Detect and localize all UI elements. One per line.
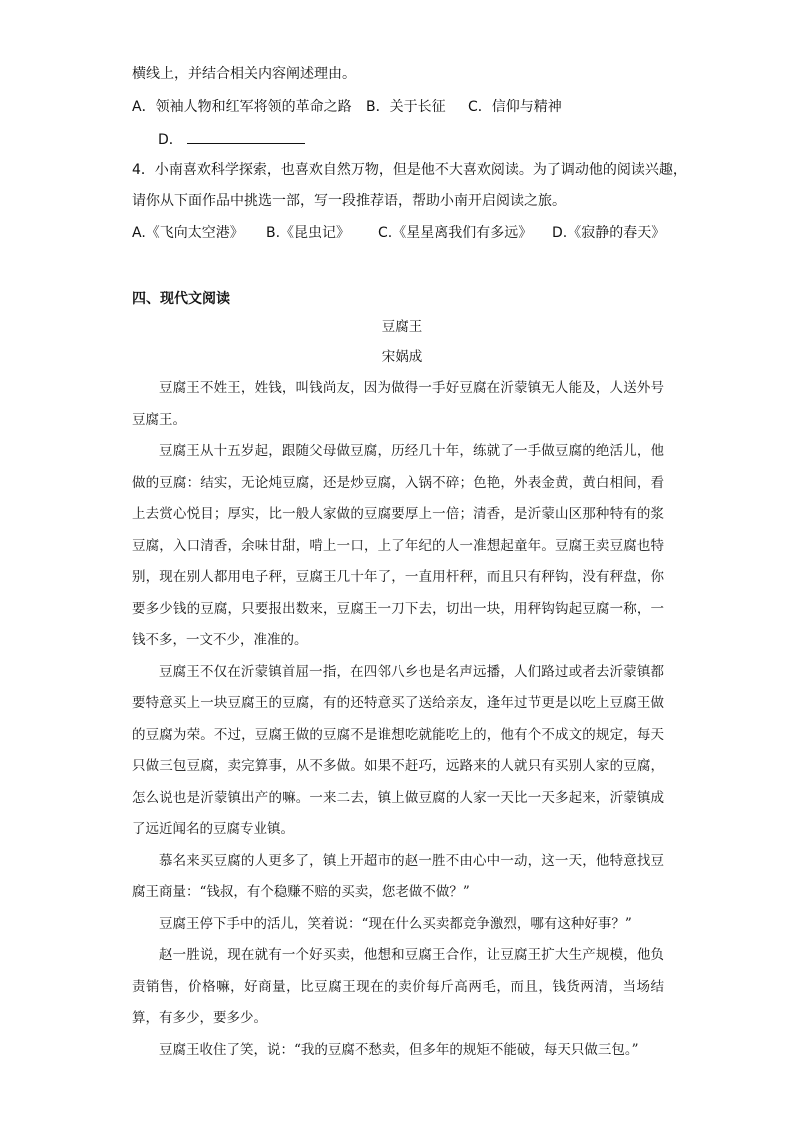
- question-4-line-1: 4．小南喜欢科学探索，也喜欢自然万物，但是他不大喜欢阅读。为了调动他的阅读兴趣，: [132, 162, 687, 178]
- q4-option-c: C.《星星离我们有多远》: [378, 225, 533, 241]
- article-title: 豆腐王: [381, 319, 423, 335]
- q4-option-b: B.《昆虫记》: [266, 225, 351, 241]
- q4-option-d: D.《寂静的春天》: [552, 225, 666, 241]
- article-paragraph: 赵一胜说，现在就有一个好买卖，他想和豆腐王合作，让豆腐王扩大生产规模，他负责销售，价格嘛，好商量，比豆腐王现在的卖价每斤高两毛，而且，钱货两清，当场结算，有多少，要多少。: [132, 947, 664, 1026]
- answer-blank-line: [187, 129, 305, 144]
- article-paragraph: 豆腐王停下手中的活儿，笑着说：“现在什么买卖都竞争激烈，哪有这种好事？”: [159, 915, 632, 932]
- question-4-line-2: 请你从下面作品中挑选一部，写一段推荐语，帮助小南开启阅读之旅。: [132, 193, 566, 209]
- question-continuation-text: 横线上，并结合相关内容阐述理由。: [132, 66, 356, 82]
- article-author: 宋娲成: [381, 349, 423, 365]
- article-paragraph: 慕名来买豆腐的人更多了，镇上开超市的赵一胜不由心中一动，这一天，他特意找豆腐王商量：“钱叔，有个稳赚不赔的买卖，您老做不做？”: [132, 852, 664, 900]
- option-c: C．信仰与精神: [468, 99, 562, 115]
- article-paragraph: 豆腐王从十五岁起，跟随父母做豆腐，历经几十年，练就了一手做豆腐的绝活儿，他做的豆腐：结实，无论炖豆腐，还是炒豆腐，入锅不碎；色艳，外表金黄，黄白相间，看上去赏心悦目；厚实，比一般人家做的豆腐要厚上一倍；清香，是沂蒙山区那种特有的浆豆腐，入口清香，余味甘甜，啃上一口，上了年纪的人一准想起童年。豆腐王卖豆腐也特别，现在别人都用电子秤，豆腐王几十年了，一直用杆秤，而且只有秤钩，没有秤盘，你要多少钱的豆腐，只要报出数来，豆腐王一刀下去，切出一块，用秤钩钩起豆腐一称，一钱不多，一文不少，准准的。: [132, 443, 664, 648]
- article-paragraph: 豆腐王收住了笑，说：“我的豆腐不愁卖，但多年的规矩不能破，每天只做三包。”: [159, 1041, 639, 1058]
- section-heading: 四、现代文阅读: [132, 291, 230, 307]
- article-paragraph: 豆腐王不姓王，姓钱，叫钱尚友，因为做得一手好豆腐在沂蒙镇无人能及，人送外号豆腐王。: [132, 380, 664, 428]
- article-paragraph: 豆腐王不仅在沂蒙镇首屈一指，在四邻八乡也是名声远播，人们路过或者去沂蒙镇都要特意买上一块豆腐王的豆腐，有的还特意买了送给亲友，逢年过节更是以吃上豆腐王做的豆腐为荣。不过，豆腐王做的豆腐不是谁想吃就能吃上的，他有个不成文的规定，每天只做三包豆腐，卖完算事，从不多做。如果不赶巧，远路来的人就只有买别人家的豆腐，怎么说也是沂蒙镇出产的嘛。一来二去，镇上做豆腐的人家一天比一天多起来，沂蒙镇成了远近闻名的豆腐专业镇。: [132, 663, 664, 837]
- option-a: A．领袖人物和红军将领的革命之路: [132, 99, 352, 115]
- option-d-label: D．: [158, 132, 183, 148]
- q4-option-a: A.《飞向太空港》: [132, 225, 244, 241]
- option-b: B．关于长征: [366, 99, 446, 115]
- article-body: [132, 373, 664, 1066]
- option-d: [158, 129, 305, 150]
